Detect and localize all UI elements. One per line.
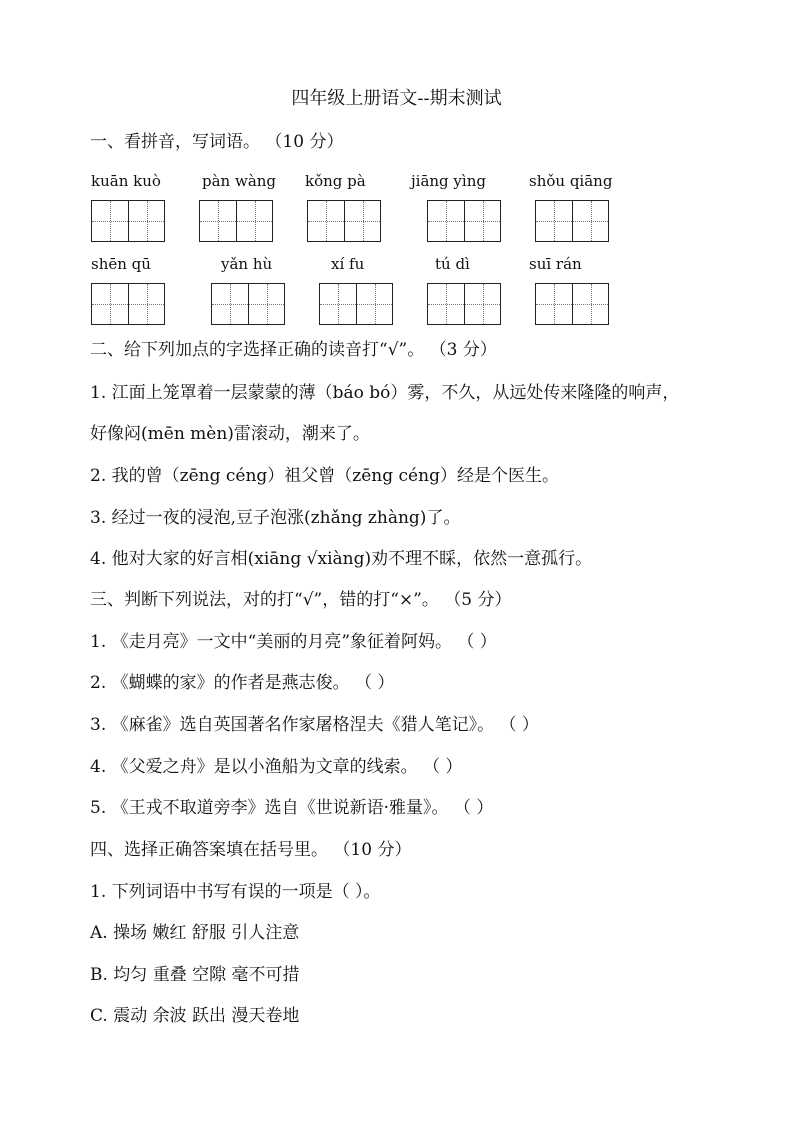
question-line: 2. 《蝴蝶的家》的作者是燕志俊。 （ ） xyxy=(90,673,395,693)
pinyin: pàn wàng xyxy=(202,172,277,190)
pinyin: shǒu qiāng xyxy=(529,172,613,190)
writing-grid[interactable] xyxy=(427,283,501,325)
question-line: 3. 《麻雀》选自英国著名作家屠格涅夫《猎人笔记》。 （ ） xyxy=(90,715,539,735)
section4-heading: 四、选择正确答案填在括号里。 （10 分） xyxy=(90,840,412,860)
question-line: 1. 《走月亮》一文中“美丽的月亮”象征着阿妈。 （ ） xyxy=(90,632,497,652)
writing-grid[interactable] xyxy=(211,283,285,325)
question-line: 4. 他对大家的好言相(xiāng √xiàng)劝不理不睬，依然一意孤行。 xyxy=(90,549,593,569)
writing-grid[interactable] xyxy=(535,200,609,242)
pinyin: suī rán xyxy=(529,255,582,273)
page-title: 四年级上册语文--期末测试 xyxy=(291,88,502,109)
question-line: 1. 江面上笼罩着一层蒙蒙的薄（báo bó）雾，不久，从远处传来隆隆的响声， xyxy=(90,383,680,403)
pinyin: kuān kuò xyxy=(91,172,161,190)
pinyin: xí fu xyxy=(331,255,365,273)
writing-grid[interactable] xyxy=(427,200,501,242)
writing-grid[interactable] xyxy=(307,200,381,242)
writing-grid[interactable] xyxy=(199,200,273,242)
question-line: 5. 《王戎不取道旁李》选自《世说新语·雅量》。 （ ） xyxy=(90,798,494,818)
question-line: 好像闷(mēn mèn)雷滚动，潮来了。 xyxy=(90,424,370,444)
writing-grid[interactable] xyxy=(535,283,609,325)
section3-heading: 三、判断下列说法，对的打“√”，错的打“×”。 （5 分） xyxy=(90,590,512,610)
pinyin: shēn qū xyxy=(91,255,151,273)
question-line: 4. 《父爱之舟》是以小渔船为文章的线索。 （ ） xyxy=(90,757,463,777)
question-line: 3. 经过一夜的浸泡,豆子泡涨(zhǎng zhàng)了。 xyxy=(90,508,461,528)
pinyin: jiāng yìng xyxy=(411,172,486,190)
option-a: A. 操场 嫩红 舒服 引人注意 xyxy=(90,923,300,943)
question-line: 2. 我的曾（zēng céng）祖父曾（zēng céng）经是个医生。 xyxy=(90,466,559,486)
writing-grid[interactable] xyxy=(319,283,393,325)
question-line: 1. 下列词语中书写有误的一项是（ ）。 xyxy=(90,882,381,902)
pinyin: kǒng pà xyxy=(305,172,366,190)
pinyin: yǎn hù xyxy=(221,255,273,273)
option-b: B. 均匀 重叠 空隙 毫不可措 xyxy=(90,965,300,985)
writing-grid[interactable] xyxy=(91,200,165,242)
writing-grid[interactable] xyxy=(91,283,165,325)
option-c: C. 震动 余波 跃出 漫天卷地 xyxy=(90,1006,300,1026)
pinyin: tú dì xyxy=(435,255,470,273)
section2-heading: 二、给下列加点的字选择正确的读音打“√”。 （3 分） xyxy=(90,340,497,360)
section1-heading: 一、看拼音，写词语。 （10 分） xyxy=(90,132,344,152)
